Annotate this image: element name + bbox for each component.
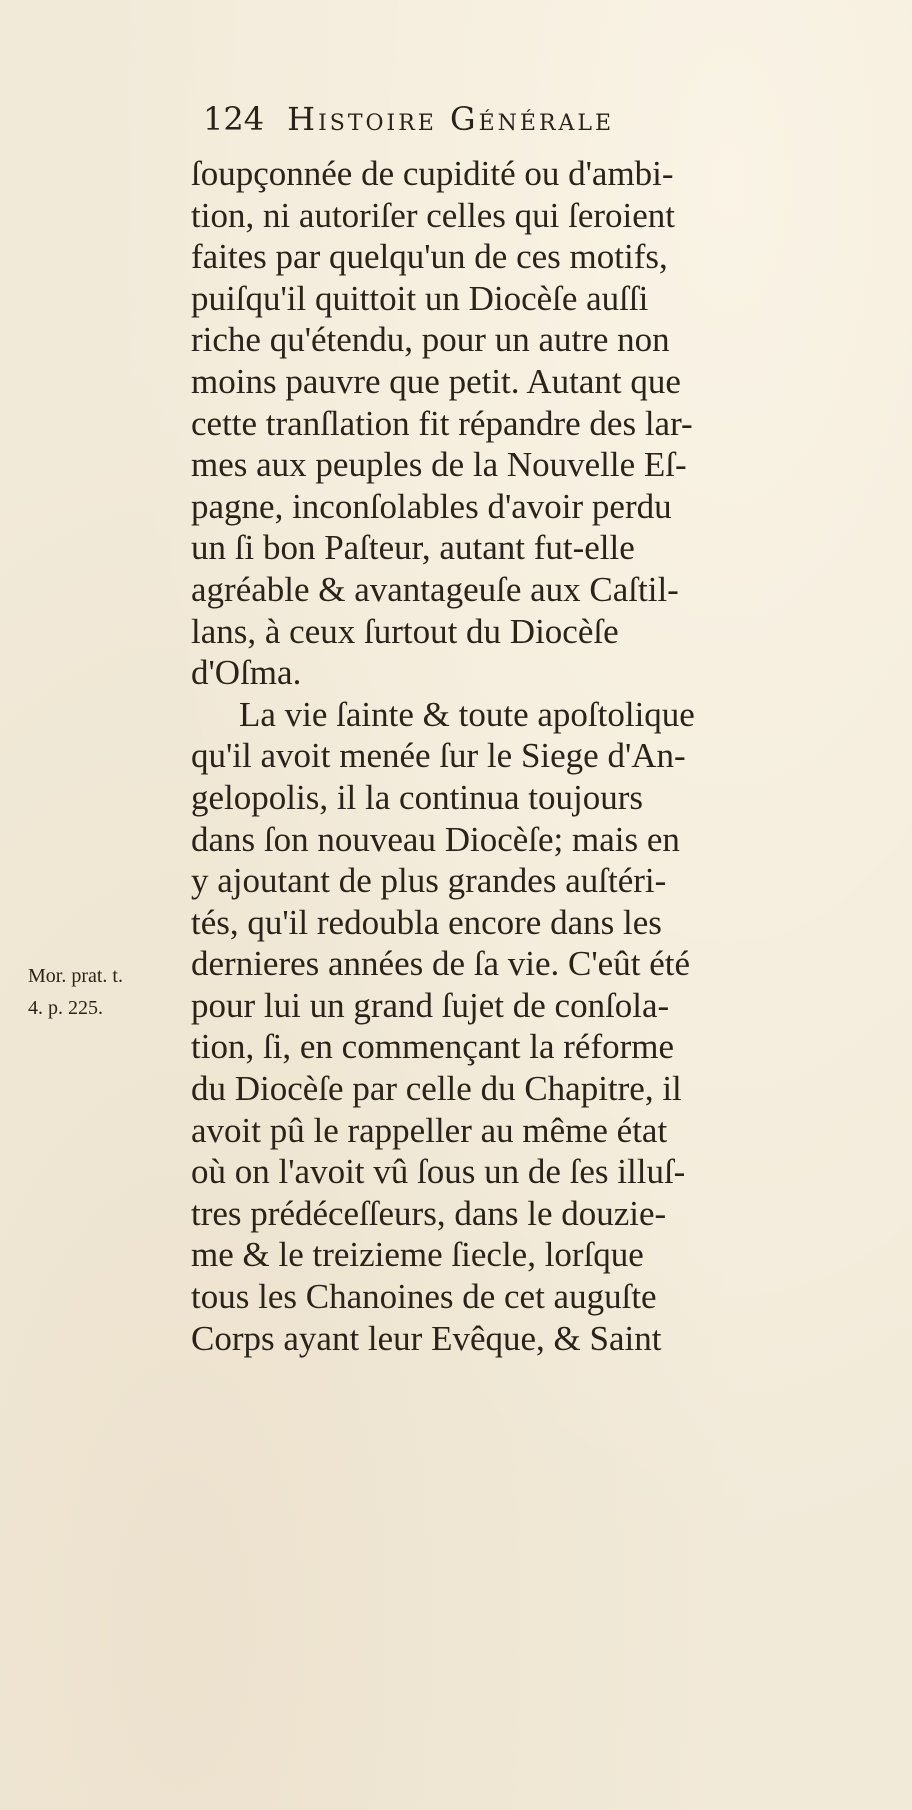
text-line: où on l'avoit vû ſous un de ſes illuſ- bbox=[191, 1152, 686, 1192]
text-line: dans ſon nouveau Diocèſe; mais en bbox=[191, 819, 680, 859]
text-line: faites par quelqu'un de ces motifs, bbox=[191, 237, 668, 277]
text-line: tés, qu'il redoubla encore dans les bbox=[191, 902, 662, 942]
text-line: gelopolis, il la continua toujours bbox=[191, 777, 644, 817]
text-line: pagne, inconſolables d'avoir perdu bbox=[191, 486, 672, 526]
text-line: moins pauvre que petit. Autant que bbox=[191, 361, 681, 401]
body-text bbox=[191, 153, 841, 1359]
text-line: tous les Chanoines de cet auguſte bbox=[191, 1277, 657, 1317]
margin-note-line: 4. p. 225. bbox=[28, 997, 103, 1019]
text-line: avoit pû le rappeller au même état bbox=[191, 1110, 668, 1150]
text-line: tion, ni autoriſer celles qui ſeroient bbox=[191, 195, 676, 235]
text-line: agréable & avantageuſe aux Caſtil- bbox=[191, 569, 679, 609]
text-line: y ajoutant de plus grandes auſtéri- bbox=[191, 861, 667, 901]
page-number: 124 bbox=[203, 100, 265, 138]
text-line: ſoupçonnée de cupidité ou d'ambi- bbox=[191, 154, 674, 193]
margin-note bbox=[28, 960, 188, 1024]
text-line: tres prédéceſſeurs, dans le douzie- bbox=[191, 1193, 667, 1233]
text-line: qu'il avoit menée ſur le Siege d'An- bbox=[191, 736, 686, 776]
text-line: dernieres années de ſa vie. C'eût été bbox=[191, 944, 690, 984]
text-line: mes aux peuples de la Nouvelle Eſ- bbox=[191, 445, 687, 485]
text-line: pour lui un grand ſujet de conſola- bbox=[191, 985, 670, 1025]
text-line: du Diocèſe par celle du Chapitre, il bbox=[191, 1069, 682, 1109]
text-line: tion, ſi, en commençant la réforme bbox=[191, 1027, 675, 1067]
running-title: Histoire Générale bbox=[287, 100, 615, 138]
text-line: puiſqu'il quittoit un Diocèſe auſſi bbox=[191, 278, 649, 318]
page-header bbox=[203, 100, 823, 150]
text-line: Corps ayant leur Evêque, & Saint bbox=[191, 1318, 662, 1358]
text-line: riche qu'étendu, pour un autre non bbox=[191, 320, 670, 360]
text-line: lans, à ceux ſurtout du Diocèſe bbox=[191, 611, 619, 651]
text-line: cette tranſlation fit répandre des lar- bbox=[191, 403, 693, 443]
text-line: me & le treizieme ſiecle, lorſque bbox=[191, 1235, 644, 1275]
text-line: un ſi bon Paſteur, autant fut-elle bbox=[191, 528, 635, 568]
paragraph-start-line: La vie ſainte & toute apoſtolique bbox=[239, 694, 695, 734]
text-line: d'Oſma. bbox=[191, 653, 302, 693]
margin-note-line: Mor. prat. t. bbox=[28, 965, 123, 987]
